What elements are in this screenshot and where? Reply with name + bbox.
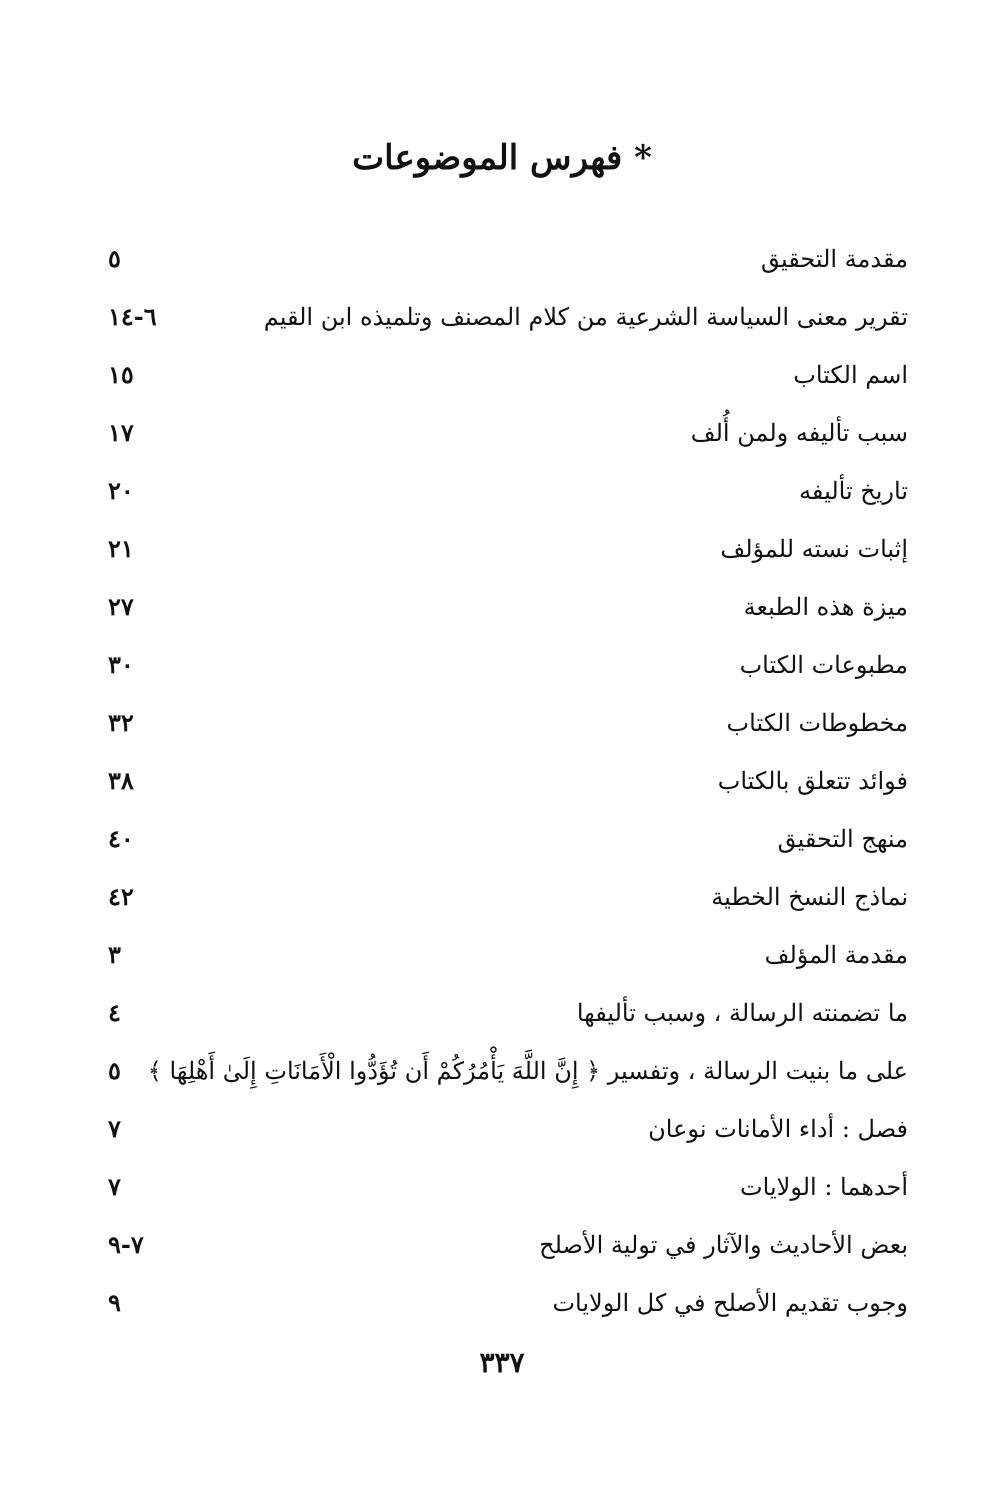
toc-entry: [100, 462, 908, 520]
toc-entry-title: سبب تأليفه ولمن أُلف: [690, 419, 908, 447]
toc-entry-title: مقدمة المؤلف: [764, 941, 908, 969]
toc-entry-page: ٥: [108, 1056, 121, 1085]
toc-entry-title: أحدهما : الولايات: [740, 1173, 908, 1201]
toc-entry-title: مقدمة التحقيق: [760, 245, 908, 273]
toc-entry-page: ١٥: [108, 360, 134, 389]
toc-entry-title: فصل : أداء الأمانات نوعان: [648, 1115, 908, 1143]
toc-entry-page: ٢٠: [108, 476, 134, 505]
toc-entry-page: ٣٠: [108, 650, 134, 679]
toc-entry: [100, 346, 908, 404]
toc-entry-page: ٣: [108, 940, 121, 969]
toc-entry-page: ٤٢: [108, 882, 134, 911]
toc-entry: [100, 984, 908, 1042]
toc-entry-title: اسم الكتاب: [793, 361, 908, 389]
toc-entry: [100, 1216, 908, 1274]
toc-entry: [100, 578, 908, 636]
toc-entry: [100, 752, 908, 810]
toc-entry-title: مطبوعات الكتاب: [739, 651, 908, 679]
toc-entry-title: تاريخ تأليفه: [799, 477, 908, 505]
toc-entry-title: منهج التحقيق: [777, 825, 908, 853]
toc-entry: [100, 1100, 908, 1158]
toc-entry: [100, 868, 908, 926]
toc-entry-title: فوائد تتعلق بالكتاب: [717, 767, 908, 795]
toc-entry-title: ما تضمنته الرسالة ، وسبب تأليفها: [576, 999, 908, 1027]
toc-entry-page: ٣٨: [108, 766, 134, 795]
toc-entry-page: ٢١: [108, 534, 134, 563]
toc-entry: [100, 810, 908, 868]
toc-entry-page: ٥: [108, 244, 121, 273]
toc-entry-page: ٩: [108, 1288, 121, 1317]
toc-entry: [100, 636, 908, 694]
toc-entry-title: بعض الأحاديث والآثار في تولية الأصلح: [539, 1231, 908, 1259]
page-number: ٣٣٧: [479, 1346, 525, 1379]
toc-entry-page: ٣٢: [108, 708, 134, 737]
toc-entry-page: ٢٧: [108, 592, 134, 621]
table-of-contents: [100, 230, 908, 1332]
toc-entry-title: نماذج النسخ الخطية: [711, 883, 908, 911]
toc-entry-title: إثبات نسته للمؤلف: [720, 535, 908, 563]
page-title: * فهرس الموضوعات: [352, 138, 652, 178]
toc-entry-page: ٧: [108, 1114, 121, 1143]
toc-entry-page: ١٧: [108, 418, 134, 447]
toc-entry: [100, 1042, 908, 1100]
toc-entry: [100, 520, 908, 578]
toc-entry: [100, 926, 908, 984]
toc-entry-title: ميزة هذه الطبعة: [743, 593, 908, 621]
toc-entry: [100, 1158, 908, 1216]
toc-entry: [100, 694, 908, 752]
toc-entry: [100, 230, 908, 288]
toc-entry-title: مخطوطات الكتاب: [726, 709, 908, 737]
toc-entry-page: ٤٠: [108, 824, 134, 853]
toc-entry-title: وجوب تقديم الأصلح في كل الولايات: [552, 1289, 908, 1317]
toc-entry-page: ٧-٩: [108, 1230, 144, 1259]
toc-entry: [100, 1274, 908, 1332]
toc-entry: [100, 404, 908, 462]
toc-entry-page: ٤: [108, 998, 121, 1027]
toc-entry-page: ٧: [108, 1172, 121, 1201]
toc-entry: [100, 288, 908, 346]
toc-entry-page: ٦-١٤: [108, 302, 157, 331]
toc-entry-title: تقرير معنى السياسة الشرعية من كلام المصنف وتلميذه ابن القيم: [263, 303, 908, 331]
toc-entry-title: على ما بنيت الرسالة ، وتفسير ﴿ إِنَّ اللَّهَ يَأْمُرُكُمْ أَن تُؤَدُّوا الْأَمَانَاتِ إِلَىٰ أَهْلِهَا ﴾: [147, 1057, 908, 1085]
